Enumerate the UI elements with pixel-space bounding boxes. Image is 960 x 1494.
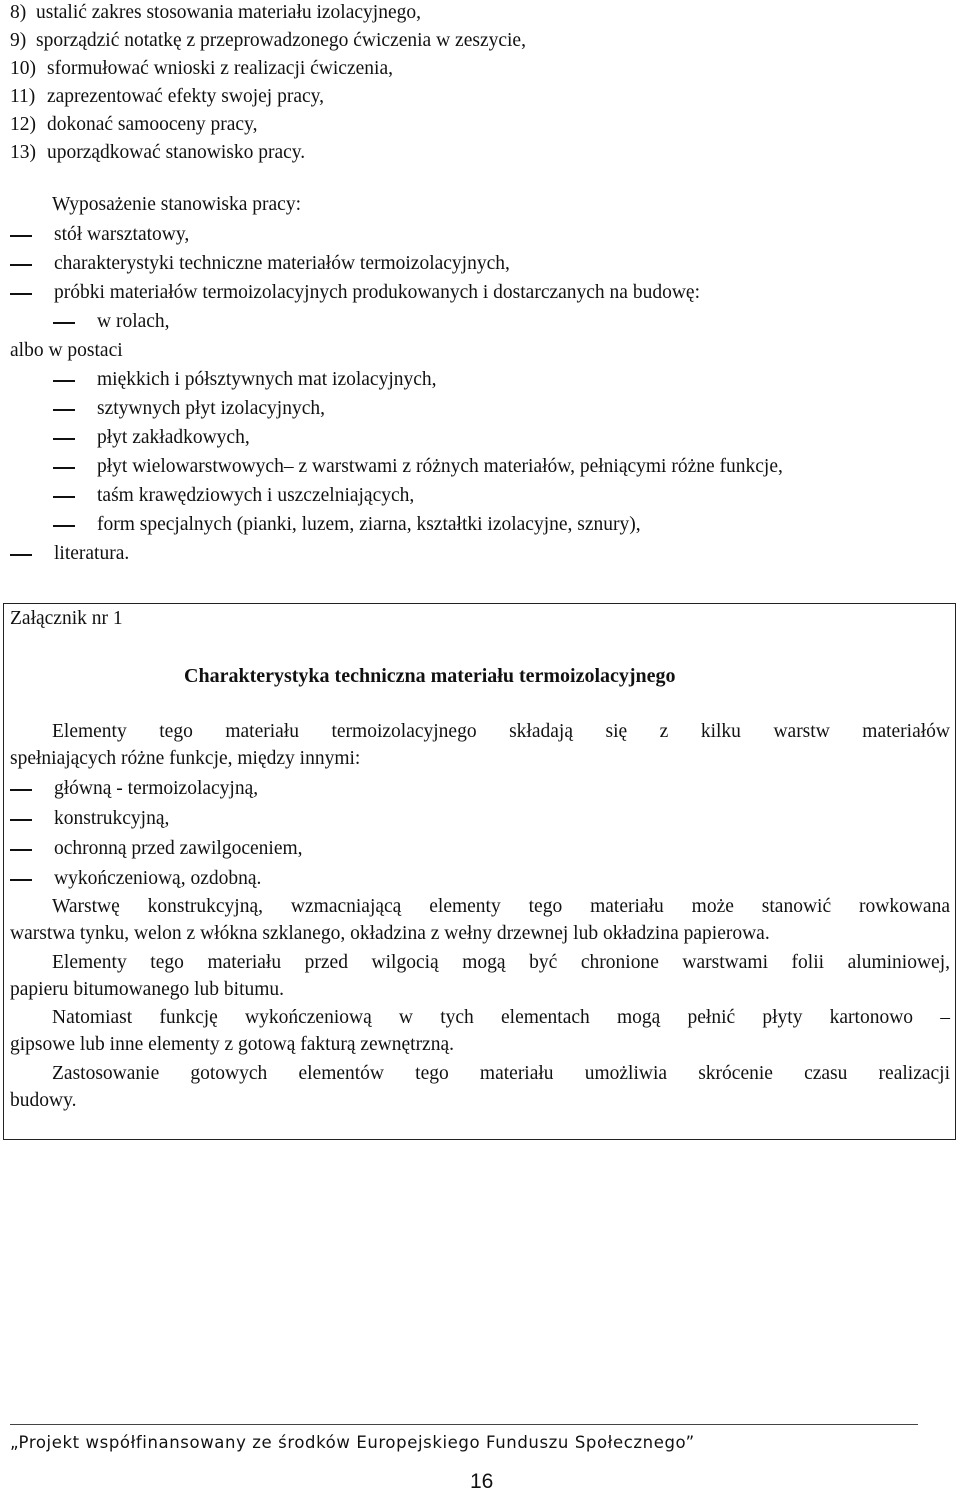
layer-item: ochronną przed zawilgoceniem, (54, 838, 303, 859)
equipment-heading: Wyposażenie stanowiska pracy: (52, 194, 301, 215)
equipment-sub-item: płyt wielowarstwowych– z warstwami z różnych materiałów, pełniącymi różne funkcje, (97, 456, 783, 477)
list-item: uporządkować stanowisko pracy. (47, 142, 306, 163)
page-number: 16 (470, 1470, 494, 1493)
dash-bullet (53, 380, 75, 382)
equipment-sub-item: płyt zakładkowych, (97, 427, 250, 448)
paragraph: Natomiast funkcję wykończeniową w tych elementach mogą pełnić płyty kartonowo – (52, 1007, 950, 1028)
dash-bullet (53, 467, 75, 469)
dash-bullet (53, 496, 75, 498)
list-item: sformułować wnioski z realizacji ćwiczenia, (47, 58, 393, 79)
footer-divider (10, 1424, 918, 1425)
dash-bullet (10, 264, 32, 266)
intro-paragraph: Elementy tego materiału termoizolacyjnego składają się z kilku warstw materiałów (52, 721, 950, 742)
equipment-sub-item: form specjalnych (pianki, luzem, ziarna, kształtki izolacyjne, sznury), (97, 514, 641, 535)
dash-bullet (53, 438, 75, 440)
paragraph-cont: gipsowe lub inne elementy z gotową fakturą zewnętrzną. (10, 1034, 454, 1055)
paragraph: Elementy tego materiału przed wilgocią mogą być chronione warstwami folii aluminiowej, (52, 952, 950, 973)
list-number: 8) (10, 2, 27, 23)
list-number: 9) (10, 30, 27, 51)
list-number: 11) (10, 86, 36, 107)
dash-bullet (53, 525, 75, 527)
footer-text: „Projekt współfinansowany ze środków Europejskiego Funduszu Społecznego” (10, 1433, 695, 1452)
dash-bullet (10, 819, 32, 821)
list-number: 13) (10, 142, 36, 163)
list-number: 12) (10, 114, 36, 135)
list-item: zaprezentować efekty swojej pracy, (47, 86, 324, 107)
equipment-sub-item: taśm krawędziowych i uszczelniających, (97, 485, 415, 506)
dash-bullet (53, 322, 75, 324)
equipment-item: próbki materiałów termoizolacyjnych produkowanych i dostarczanych na budowę: (54, 282, 700, 303)
dash-bullet (10, 789, 32, 791)
attachment-title: Charakterystyka techniczna materiału termoizolacyjnego (184, 665, 676, 687)
equipment-item: charakterystyki techniczne materiałów termoizolacyjnych, (54, 253, 510, 274)
intro-paragraph-cont: spełniających różne funkcje, między innymi: (10, 748, 361, 769)
list-item: dokonać samooceny pracy, (47, 114, 258, 135)
layer-item: główną - termoizolacyjną, (54, 778, 259, 799)
dash-bullet (10, 293, 32, 295)
list-item: ustalić zakres stosowania materiału izolacyjnego, (36, 2, 421, 23)
list-number: 10) (10, 58, 36, 79)
layer-item: wykończeniową, ozdobną. (54, 868, 262, 889)
equipment-sub-item: miękkich i półsztywnych mat izolacyjnych, (97, 369, 437, 390)
layer-item: konstrukcyjną, (54, 808, 170, 829)
dash-bullet (10, 849, 32, 851)
dash-bullet (10, 554, 32, 556)
attachment-label: Załącznik nr 1 (10, 608, 123, 629)
dash-bullet (10, 879, 32, 881)
paragraph: Zastosowanie gotowych elementów tego materiału umożliwia skrócenie czasu realizacji (52, 1063, 950, 1084)
paragraph-cont: budowy. (10, 1090, 77, 1111)
equipment-item: literatura. (54, 543, 130, 564)
paragraph-cont: papieru bitumowanego lub bitumu. (10, 979, 285, 1000)
paragraph: Warstwę konstrukcyjną, wzmacniającą elementy tego materiału może stanowić rowkowana (52, 896, 950, 917)
list-item: sporządzić notatkę z przeprowadzonego ćwiczenia w zeszycie, (36, 30, 526, 51)
dash-bullet (10, 235, 32, 237)
paragraph-cont: warstwa tynku, welon z włókna szklanego, okładzina z wełny drzewnej lub okładzina papierowa. (10, 923, 770, 944)
equipment-or-form: albo w postaci (10, 340, 123, 361)
equipment-sub-item: w rolach, (97, 311, 170, 332)
dash-bullet (53, 409, 75, 411)
equipment-sub-item: sztywnych płyt izolacyjnych, (97, 398, 325, 419)
equipment-item: stół warsztatowy, (54, 224, 190, 245)
